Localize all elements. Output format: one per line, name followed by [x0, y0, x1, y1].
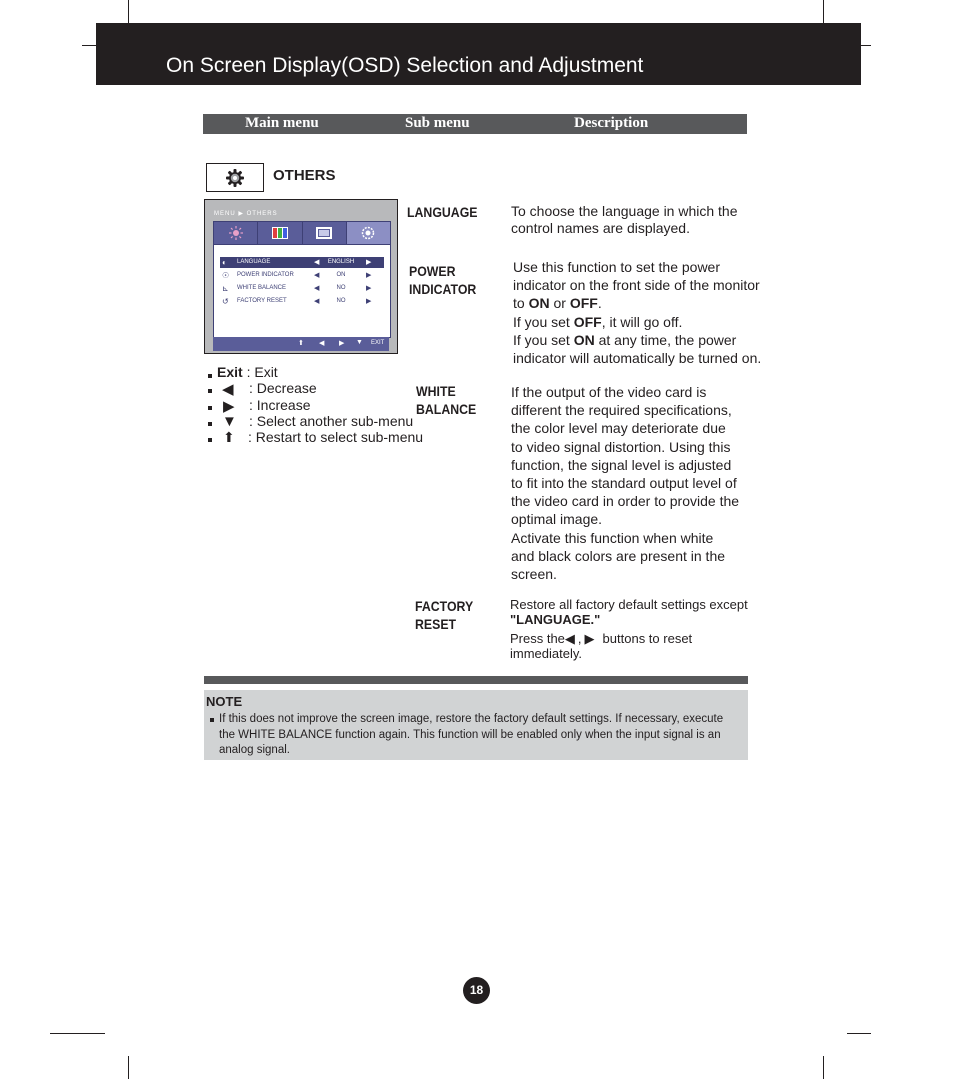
osd-submenu-panel: [213, 244, 391, 338]
on-text: ON: [528, 295, 550, 312]
crop-mark: [128, 1056, 129, 1079]
header-main-menu: Main menu: [245, 115, 319, 131]
exit-label[interactable]: EXIT: [371, 340, 385, 346]
note-divider: [204, 676, 748, 684]
term-line: POWER: [409, 263, 456, 279]
term-line: INDICATOR: [409, 281, 477, 297]
bullet: [210, 718, 214, 722]
gear-icon: [361, 226, 375, 240]
legend-exit: [217, 364, 278, 380]
osd-row-label: POWER INDICATOR: [237, 272, 294, 278]
text: to: [513, 295, 529, 312]
off-text: OFF: [569, 295, 598, 312]
left-arrow-icon[interactable]: ◀: [314, 259, 320, 266]
color-bars-icon: [272, 227, 288, 239]
osd-footer: [213, 337, 389, 351]
submenu-language: LANGUAGE: [407, 204, 478, 220]
legend-restart: : Restart to select sub-menu: [248, 429, 424, 445]
bullet: [208, 406, 212, 410]
term-line: WHITE: [416, 383, 456, 399]
power-indicator-icon: ☉: [222, 271, 230, 280]
on-text: ON: [573, 331, 595, 348]
crop-mark: [823, 0, 824, 23]
submenu-white-balance: [416, 382, 476, 418]
bullet: [208, 374, 212, 378]
white-balance-description: [511, 383, 756, 583]
desc-line: [513, 313, 758, 331]
bullet: [208, 389, 212, 393]
osd-row-value: NO: [336, 298, 346, 304]
right-arrow-icon[interactable]: ▶: [366, 259, 372, 266]
text: If you set: [513, 331, 574, 348]
up-arrow-icon[interactable]: ⬆: [298, 340, 304, 347]
desc-line: different the required specifications,: [511, 402, 732, 419]
legend-increase: : Increase: [249, 397, 311, 413]
title-bar: [96, 23, 861, 85]
note-text: If this does not improve the screen image, restore the factory default settings. If necessary, execute the WHITE BALANCE function again. This function will be enabled only when the input signal is an analog signal.: [219, 713, 724, 756]
desc-line: to fit into the standard output level of: [511, 475, 737, 492]
desc-line: and black colors are present in the: [511, 547, 726, 564]
osd-row-label: WHITE BALANCE: [237, 285, 287, 291]
crop-mark: [823, 1056, 824, 1079]
right-arrow-icon[interactable]: ▶: [339, 340, 345, 347]
right-arrow-icon[interactable]: ▶: [366, 285, 372, 292]
header-sub-menu: Sub menu: [405, 115, 470, 131]
left-arrow-icon[interactable]: ◀: [314, 298, 320, 305]
osd-row-power-indicator[interactable]: [220, 270, 384, 281]
osd-screenshot: [204, 199, 398, 354]
text: .: [597, 295, 602, 312]
osd-tab-others[interactable]: [347, 222, 390, 244]
text: at any time, the power: [594, 331, 737, 348]
page-number: 18: [463, 977, 490, 1004]
power-indicator-description: [513, 258, 762, 367]
term-line: FACTORY: [415, 598, 474, 614]
osd-row-label: LANGUAGE: [237, 259, 271, 265]
reset-icon: ↺: [222, 297, 229, 306]
crop-mark: [50, 1033, 105, 1034]
osd-row-factory-reset[interactable]: [220, 296, 384, 307]
table-header: [203, 114, 747, 134]
brightness-icon: [229, 226, 243, 240]
off-text: OFF: [573, 313, 602, 330]
osd-row-value: NO: [336, 285, 346, 291]
right-triangle-icon: ▶: [223, 398, 235, 415]
legend-select-sub-menu: : Select another sub-menu: [249, 413, 414, 429]
desc-line: indicator will automatically be turned on.: [513, 350, 762, 367]
desc-line: to video signal distortion. Using this: [511, 438, 731, 455]
desc-line: screen.: [511, 566, 557, 583]
text: or: [549, 295, 570, 312]
down-arrow-icon[interactable]: ▼: [356, 339, 363, 346]
header-description: Description: [574, 115, 649, 131]
desc-line: [510, 631, 755, 646]
desc-line: the video card in order to provide the: [511, 493, 740, 510]
osd-tab-color[interactable]: [258, 222, 302, 244]
white-balance-icon: ⊾: [222, 284, 229, 293]
left-arrow-icon[interactable]: ◀: [319, 340, 325, 347]
globe-icon: ◐: [222, 258, 227, 267]
legend-exit-text: : Exit: [242, 364, 278, 380]
crop-mark: [847, 1033, 871, 1034]
note-title: NOTE: [206, 694, 243, 709]
text: ,: [577, 631, 582, 646]
osd-menu-path: MENU ▶ OTHERS: [214, 211, 278, 217]
up-arrow-icon: ⬆: [223, 429, 235, 445]
down-triangle-icon: ▼: [222, 413, 237, 430]
left-triangle-icon: ◀: [564, 631, 575, 646]
text: , it will go off.: [601, 313, 683, 330]
desc-line: Restore all factory default settings except: [510, 597, 748, 612]
term-line: RESET: [415, 616, 457, 632]
desc-line: [513, 331, 758, 349]
desc-line: Use this function to set the power: [513, 259, 720, 275]
desc-line: function, the signal level is adjusted: [511, 456, 732, 473]
left-arrow-icon[interactable]: ◀: [314, 285, 320, 292]
right-arrow-icon[interactable]: ▶: [366, 298, 372, 305]
desc-line: the color level may deteriorate due: [511, 420, 726, 437]
desc-line: indicator on the front side of the monitor: [513, 277, 760, 294]
text: Press the: [510, 631, 565, 646]
legend-exit-label: Exit: [217, 364, 243, 380]
submenu-power-indicator: [409, 262, 476, 298]
osd-row-white-balance[interactable]: [220, 283, 384, 294]
factory-reset-description: [510, 597, 755, 661]
desc-line: If the output of the video card is: [511, 384, 707, 400]
others-menu-icon-box: [206, 163, 264, 192]
text: buttons to reset: [602, 631, 693, 646]
osd-row-label: FACTORY RESET: [237, 298, 287, 304]
osd-tab-tracking[interactable]: [303, 222, 347, 244]
osd-row-value: ENGLISH: [327, 259, 355, 265]
monitor-icon: [316, 227, 332, 239]
submenu-factory-reset: [415, 597, 473, 633]
term-line: BALANCE: [416, 401, 477, 417]
gear-icon: [225, 168, 245, 188]
desc-line: "LANGUAGE.": [510, 612, 601, 627]
left-triangle-icon: ◀: [222, 381, 234, 398]
text: If you set: [513, 313, 574, 330]
note-box: [204, 690, 748, 760]
page-title: On Screen Display(OSD) Selection and Adjustment: [166, 54, 644, 77]
osd-tab-bar: [213, 221, 391, 245]
right-arrow-icon[interactable]: ▶: [366, 272, 372, 279]
bullet: [208, 438, 212, 442]
others-label: OTHERS: [273, 167, 336, 184]
crop-mark: [861, 45, 871, 46]
desc-line: optimal image.: [511, 511, 603, 528]
bullet: [208, 422, 212, 426]
desc-line: immediately.: [510, 646, 583, 661]
desc-line: [513, 294, 758, 312]
crop-mark: [128, 0, 129, 23]
right-triangle-icon: ▶: [584, 631, 595, 646]
desc-line: Activate this function when white: [511, 529, 714, 546]
legend-decrease: : Decrease: [249, 380, 317, 396]
osd-row-language[interactable]: [220, 257, 384, 268]
left-arrow-icon[interactable]: ◀: [314, 272, 320, 279]
crop-mark: [82, 45, 96, 46]
osd-row-value: ON: [336, 272, 346, 278]
language-description: To choose the language in which the control names are displayed.: [511, 203, 738, 236]
osd-tab-picture[interactable]: [214, 222, 258, 244]
